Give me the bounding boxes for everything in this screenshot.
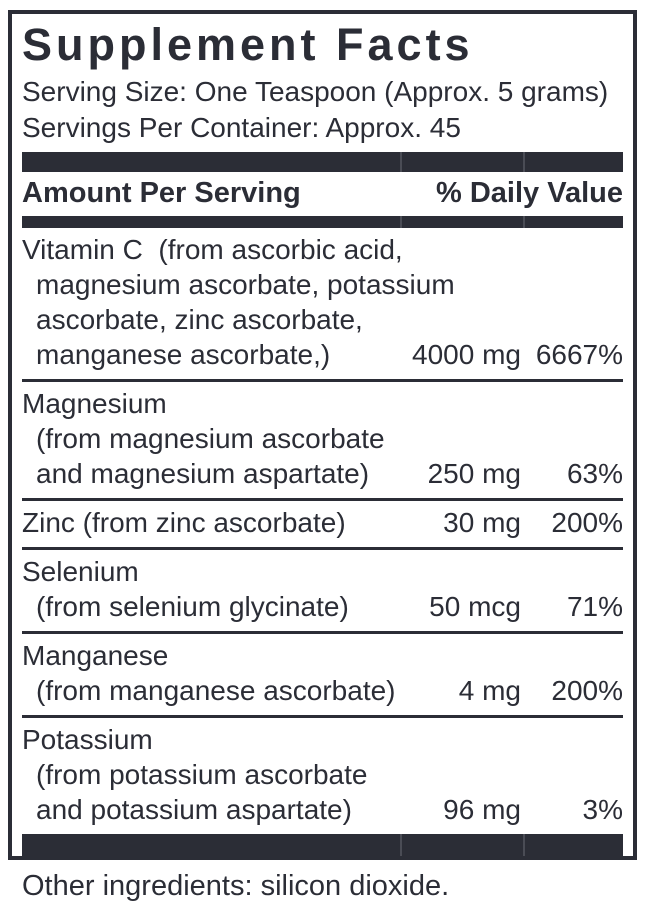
table-row-magnesium [22, 382, 623, 501]
nutrient-name-continuation: (from magnesium ascorbate [36, 423, 385, 455]
daily-value: 71% [566, 591, 623, 623]
amount-value: 250 mg [427, 458, 521, 490]
column-divider [523, 152, 525, 172]
amount-value: 96 mg [443, 794, 521, 826]
panel-title: Supplement Facts [22, 19, 474, 70]
separator-bar-header [22, 216, 623, 228]
table-row-zinc [22, 501, 623, 550]
daily-value: 3% [582, 794, 623, 826]
nutrient-name: Magnesium [22, 388, 167, 420]
amount-value: 50 mcg [429, 591, 521, 623]
amount-value: 4000 mg [412, 339, 521, 371]
table-row-selenium [22, 550, 623, 634]
nutrient-name-continuation: manganese ascorbate,) [36, 339, 331, 371]
column-divider [400, 834, 402, 856]
nutrient-name-continuation: (from selenium glycinate) [36, 591, 349, 623]
daily-value-label: % Daily Value [436, 177, 623, 210]
table-row-manganese [22, 634, 623, 718]
daily-value: 6667% [535, 339, 623, 371]
amount-per-serving-label: Amount Per Serving [22, 177, 301, 210]
column-divider [523, 834, 525, 856]
amount-value: 4 mg [458, 675, 521, 707]
servings-per-container: Servings Per Container: Approx. 45 [22, 112, 461, 144]
other-ingredients-text: Other ingredients: silicon dioxide. [22, 870, 450, 902]
column-divider [400, 216, 402, 228]
amount-value: 30 mg [443, 507, 521, 539]
daily-value: 200% [551, 675, 623, 707]
separator-bar-bottom [22, 834, 623, 856]
nutrient-name-continuation: and magnesium aspartate) [36, 458, 370, 490]
nutrient-name-continuation: and potassium aspartate) [36, 794, 352, 826]
daily-value: 63% [566, 458, 623, 490]
nutrient-name: Manganese [22, 640, 169, 672]
separator-bar-top [22, 152, 623, 172]
table-row-potassium [22, 718, 623, 830]
nutrient-name: Selenium [22, 556, 139, 588]
column-divider [400, 152, 402, 172]
table-header [22, 172, 623, 216]
nutrient-name-continuation: (from potassium ascorbate [36, 759, 368, 791]
nutrient-name-continuation: magnesium ascorbate, potassium [36, 269, 455, 301]
nutrient-name-continuation: (from manganese ascorbate) [36, 675, 396, 707]
column-divider [523, 216, 525, 228]
nutrient-name: Zinc (from zinc ascorbate) [22, 507, 346, 539]
daily-value: 200% [551, 507, 623, 539]
supplement-facts-panel [8, 10, 637, 860]
nutrient-name: Potassium [22, 724, 153, 756]
nutrient-name-continuation: ascorbate, zinc ascorbate, [36, 304, 363, 336]
table-row-vitamin-c [22, 228, 623, 382]
serving-size: Serving Size: One Teaspoon (Approx. 5 grams) [22, 76, 609, 108]
nutrient-name: Vitamin C (from ascorbic acid, [22, 234, 403, 266]
